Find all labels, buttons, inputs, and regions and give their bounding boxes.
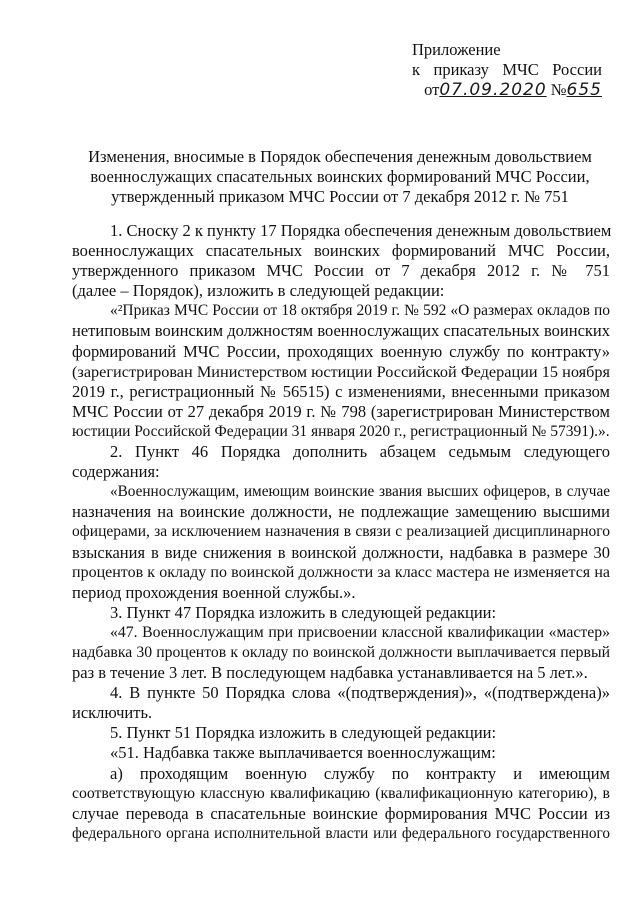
text-line: 2019 г., регистрационный № 56515) с изменениями, внесенными приказом xyxy=(72,381,610,401)
text-line: раз в течение 3 лет. В последующем надбавка устанавливается на 5 лет.». xyxy=(72,663,588,683)
text-line: соответствующую классную квалификацию (квалификационную категорию), в xyxy=(72,784,610,802)
text-line: исключить. xyxy=(72,703,153,723)
text-line: нетиповым воинским должностям военнослужащих спасательных воинских xyxy=(72,321,610,341)
text-line: «51. Надбавка также выплачивается военнослужащим: xyxy=(110,743,496,763)
title-line: утвержденный приказом МЧС России от 7 декабря 2012 г. № 751 xyxy=(111,187,569,206)
text-line: 3. Пункт 47 Порядка изложить в следующей редакции: xyxy=(110,602,497,622)
text-line: 4. В пункте 50 Порядка слова «(подтверждения)», «(подтверждена)» xyxy=(110,683,610,703)
paragraph-subitem-a xyxy=(72,764,610,844)
text-line: 1. Сноску 2 к пункту 17 Порядка обеспечения денежным довольствием xyxy=(110,221,612,240)
text-line: содержания: xyxy=(72,462,160,482)
paragraph-item-1 xyxy=(72,221,610,301)
paragraph-item-4 xyxy=(72,683,610,723)
text-line: утвержденного приказом МЧС России от 7 декабря 2012 г. № 751 xyxy=(72,261,610,281)
paragraph-item-3-quote xyxy=(72,623,610,683)
text-line: офицерами, за исключением назначения в связи с реализацией дисциплинарного xyxy=(72,523,610,541)
paragraph-item-3 xyxy=(72,603,610,623)
document-body xyxy=(72,221,610,844)
appendix-number-prefix: № xyxy=(550,80,567,99)
title-line: Изменения, вносимые в Порядок обеспечения денежным довольствием xyxy=(88,147,592,166)
appendix-date-number xyxy=(412,80,602,100)
appendix-date-prefix: от xyxy=(424,80,440,99)
appendix-title: Приложение xyxy=(412,40,501,59)
appendix-block xyxy=(412,40,602,100)
text-line: период прохождения военной службы.». xyxy=(72,582,356,602)
text-line: назначения на воинские должности, не подлежащие замещению высшими xyxy=(72,502,610,522)
text-line: (зарегистрирован Министерством юстиции Российской Федерации 15 ноября xyxy=(72,362,610,381)
text-line: МЧС России от 27 декабря 2019 г. № 798 (зарегистрирован Министерством xyxy=(72,401,610,421)
paragraph-item-2-quote xyxy=(72,482,610,603)
text-line: надбавка 30 процентов к окладу по воинской должности выплачивается первый xyxy=(72,643,610,661)
text-line: федерального органа исполнительной власти или федерального государственного xyxy=(72,824,610,842)
text-line: «²Приказ МЧС России от 18 октября 2019 г. № 592 «О размерах окладов по xyxy=(110,302,610,320)
text-line: 2. Пункт 46 Порядка дополнить абзацем седьмым следующего xyxy=(110,442,610,462)
appendix-order-ref: к приказу МЧС России xyxy=(412,60,602,79)
text-line: 5. Пункт 51 Порядка изложить в следующей редакции: xyxy=(110,723,497,743)
text-line: взыскания в виде снижения в воинской должности, надбавка в размере 30 xyxy=(72,542,610,562)
text-line: процентов к окладу по воинской должности за класс мастера не изменяется на xyxy=(72,563,610,581)
handwritten-date: 07.09.2020 xyxy=(439,80,547,100)
text-line: «Военнослужащим, имеющим воинские звания высших офицеров, в случае xyxy=(110,483,610,501)
text-line: «47. Военнослужащим при присвоении классной квалификации «мастер» xyxy=(110,623,610,641)
text-line: (далее – Порядок), изложить в следующей редакции: xyxy=(72,281,445,301)
paragraph-item-5 xyxy=(72,723,610,743)
paragraph-item-5-quote xyxy=(72,743,610,763)
text-line: случае перевода в спасательные воинские формирования МЧС России из xyxy=(72,803,610,823)
text-line: юстиции Российской Федерации 31 января 2020 г., регистрационный № 57391).». xyxy=(72,422,610,440)
text-line: формирований МЧС России, проходящих военную службу по контракту» xyxy=(72,341,610,361)
handwritten-number: 655 xyxy=(566,80,602,100)
document-title xyxy=(70,147,610,207)
paragraph-footnote-quote xyxy=(72,301,610,442)
text-line: военнослужащих спасательных воинских формирований МЧС России, xyxy=(72,241,610,261)
paragraph-item-2 xyxy=(72,442,610,482)
text-line: а) проходящим военную службу по контракту и имеющим xyxy=(110,763,610,783)
title-line: военнослужащих спасательных воинских формирований МЧС России, xyxy=(90,167,590,186)
